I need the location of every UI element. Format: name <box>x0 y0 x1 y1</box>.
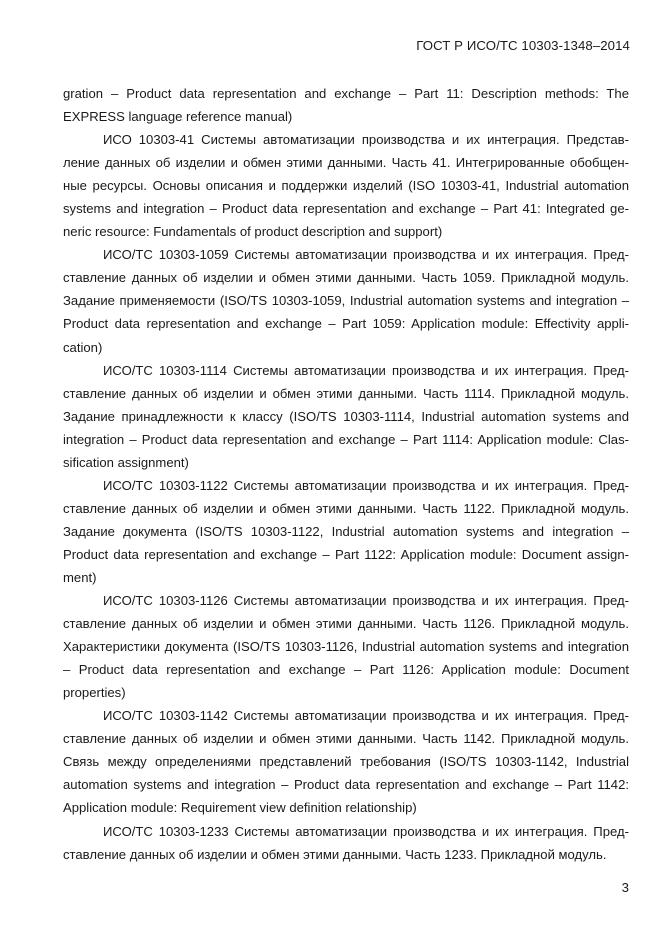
paragraph-continuation: gration – Product data representation and exchange – Part 11: Description methods: The EXPRESS language reference manual) <box>63 86 629 125</box>
document-header: ГОСТ Р ИСО/ТС 10303-1348–2014 <box>416 38 630 53</box>
reference-iso-10303-41: ИСО 10303-41 Системы автоматизации производства и их интеграция. Представление данных об изделии и обмен этими данными. Часть 41. Интегрированные обобщенные ресурсы. Основы описания и поддержки изделий (ISO 10303-41, Industrial automation systems and integration – Product data representation and exchange – Part 41: Integrated generic resource: Fundamentals of product description and support) <box>63 132 629 240</box>
reference-iso-ts-10303-1142: ИСО/ТС 10303-1142 Системы автоматизации производства и их интеграция. Представление данных об изделии и обмен этими данными. Часть 1142. Прикладной модуль. Связь между определениями представлений требования (ISO/TS 10303-1142, Industrial automation systems and integration – Product data representation and exchange – Part 1142: Application module: Requirement view definition relationship) <box>63 708 629 816</box>
page-number: 3 <box>621 880 629 895</box>
reference-iso-ts-10303-1122: ИСО/ТС 10303-1122 Системы автоматизации производства и их интеграция. Представление данных об изделии и обмен этими данными. Часть 1122. Прикладной модуль. Задание документа (ISO/TS 10303-1122, Industrial automation systems and integration – Product data representation and exchange – Part 1122: Application module: Document assignment) <box>63 477 629 585</box>
document-body <box>63 82 629 866</box>
reference-iso-ts-10303-1126: ИСО/ТС 10303-1126 Системы автоматизации производства и их интеграция. Представление данных об изделии и обмен этими данными. Часть 1126. Прикладной модуль. Характеристики документа (ISO/TS 10303-1126, Industrial automation systems and integration – Product data representation and exchange – Part 1126: Application module: Document properties) <box>63 593 629 701</box>
reference-iso-ts-10303-1233: ИСО/ТС 10303-1233 Системы автоматизации производства и их интеграция. Представление данных об изделии и обмен этими данными. Часть 1233. Прикладной модуль. <box>63 823 629 862</box>
reference-iso-ts-10303-1059: ИСО/ТС 10303-1059 Системы автоматизации производства и их интеграция. Представление данных об изделии и обмен этими данными. Часть 1059. Прикладной модуль. Задание применяемости (ISO/TS 10303-1059, Industrial automation systems and integration – Product data representation and exchange – Part 1059: Application module: Effectivity application) <box>63 247 629 355</box>
reference-iso-ts-10303-1114: ИСО/ТС 10303-1114 Системы автоматизации производства и их интеграция. Представление данных об изделии и обмен этими данными. Часть 1114. Прикладной модуль. Задание принадлежности к классу (ISO/TS 10303-1114, Industrial automation systems and integration – Product data representation and exchange – Part 1114: Application module: Classification assignment) <box>63 362 629 470</box>
